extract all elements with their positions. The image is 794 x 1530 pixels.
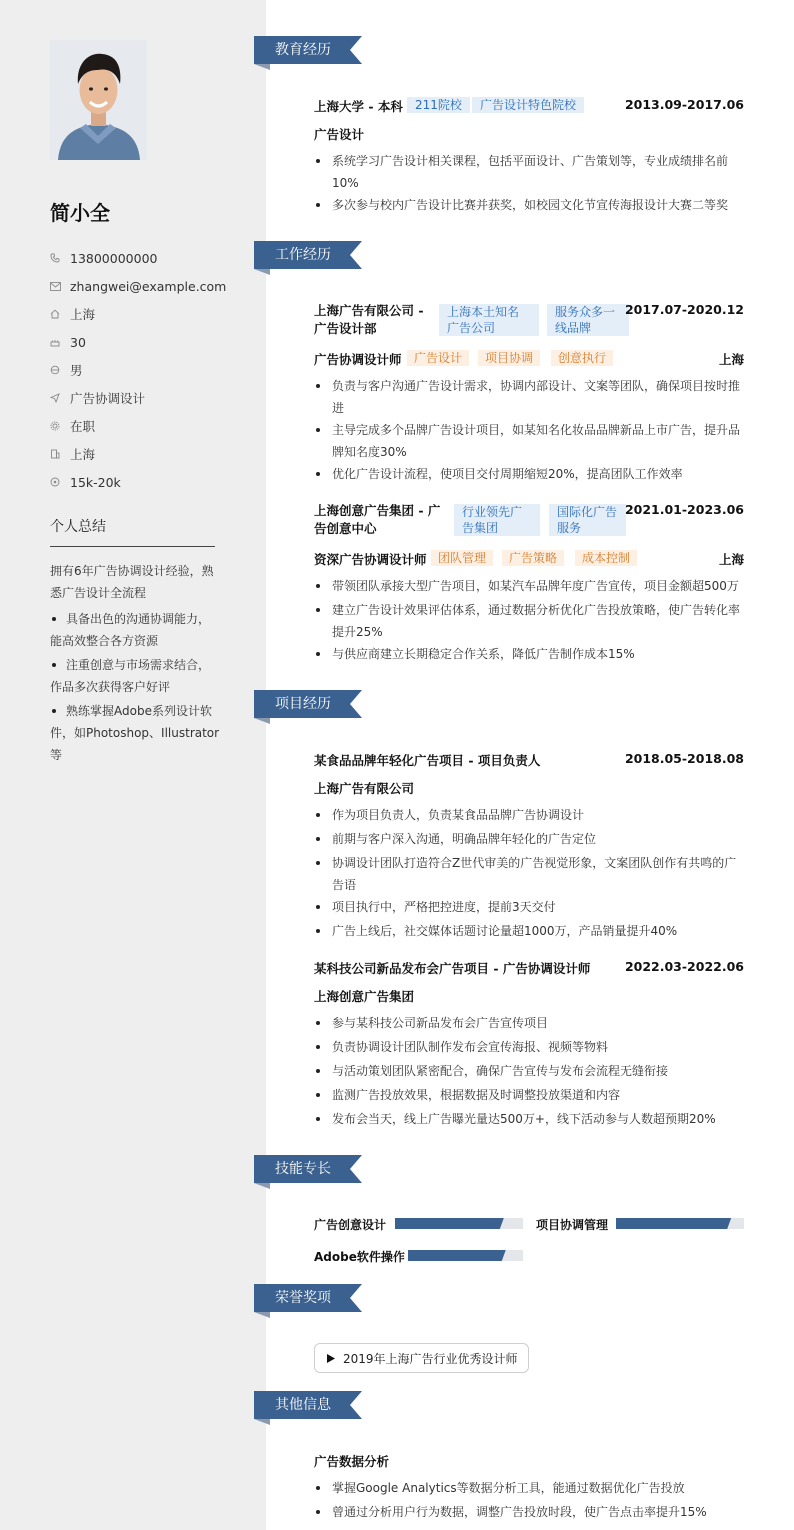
section-title: 教育经历 bbox=[275, 42, 331, 58]
building-icon bbox=[50, 449, 70, 459]
skill-name: 项目协调管理 bbox=[536, 1218, 609, 1232]
section-header-skills bbox=[254, 1155, 362, 1195]
skill-bar bbox=[408, 1250, 523, 1261]
contact-info-list bbox=[50, 244, 226, 496]
info-salary bbox=[50, 468, 226, 496]
education-point: 多次参与校内广告设计比赛并获奖，如校园文化节宣传海报设计大赛二等奖 bbox=[314, 194, 744, 216]
gender-text: 男 bbox=[70, 363, 83, 378]
section-title: 技能专长 bbox=[275, 1161, 331, 1177]
education-tag: 211院校 bbox=[407, 97, 470, 113]
other-point: 掌握Google Analytics等数据分析工具，能通过数据优化广告投放 bbox=[314, 1477, 744, 1499]
section-header-education bbox=[254, 36, 362, 76]
work-entry-1-header bbox=[314, 302, 744, 338]
work-entry-2-header bbox=[314, 502, 744, 538]
section-title: 项目经历 bbox=[275, 696, 331, 712]
work-point: 负责与客户沟通广告设计需求，协调内部设计、文案等团队，确保项目按时推进 bbox=[314, 375, 744, 419]
city-text: 上海 bbox=[70, 307, 96, 322]
gender-icon bbox=[50, 365, 70, 375]
project-point: 监测广告投放效果，根据数据及时调整投放渠道和内容 bbox=[314, 1084, 744, 1106]
work-dates: 2021.01-2023.06 bbox=[624, 502, 744, 517]
role-title: 广告协调设计师 bbox=[314, 352, 402, 367]
company-tag bbox=[454, 504, 540, 536]
education-major: 广告设计 bbox=[314, 127, 365, 142]
cake-icon bbox=[50, 337, 70, 347]
other-point: 曾通过分析用户行为数据，调整广告投放时段，使广告点击率提升15% bbox=[314, 1501, 744, 1523]
company-line: 广告设计部 bbox=[314, 321, 377, 336]
info-target-city bbox=[50, 440, 226, 468]
work-point: 优化广告设计流程，使项目交付周期缩短20%，提高团队工作效率 bbox=[314, 463, 744, 485]
position-text: 广告协调设计 bbox=[70, 391, 146, 406]
project-title: 某科技公司新品发布会广告项目 - 广告协调设计师 bbox=[314, 961, 591, 976]
summary-point: 注重创意与市场需求结合，作品多次获得客户好评 bbox=[50, 654, 220, 698]
skill-bar-fill bbox=[395, 1218, 504, 1229]
other-title: 广告数据分析 bbox=[314, 1454, 390, 1469]
skill-tag: 团队管理 bbox=[431, 550, 493, 566]
company-tag bbox=[549, 504, 626, 536]
salary-icon bbox=[50, 477, 70, 487]
work-entry-2-role bbox=[314, 549, 744, 567]
company-line: 告创意中心 bbox=[314, 521, 377, 536]
skill-bar-fill bbox=[408, 1250, 506, 1261]
mail-icon bbox=[50, 282, 70, 291]
summary-intro: 拥有6年广告协调设计经验，熟悉广告设计全流程 bbox=[50, 564, 214, 600]
company-tag-line: 广告公司 bbox=[447, 321, 496, 335]
work-location: 上海 bbox=[718, 552, 744, 567]
work-dates: 2017.07-2020.12 bbox=[624, 302, 744, 317]
project-point: 广告上线后，社交媒体话题讨论量超1000万，产品销量提升40% bbox=[314, 920, 744, 942]
project-point: 与活动策划团队紧密配合，确保广告宣传与发布会流程无缝衔接 bbox=[314, 1060, 744, 1082]
award-text: 2019年上海广告行业优秀设计师 bbox=[343, 1351, 518, 1366]
section-title: 其他信息 bbox=[275, 1397, 331, 1413]
sidebar bbox=[0, 0, 266, 1530]
avatar bbox=[50, 40, 147, 160]
section-title: 荣誉奖项 bbox=[275, 1290, 331, 1306]
skill-tag: 广告策略 bbox=[502, 550, 564, 566]
company-line: 上海创意广告集团 - 广 bbox=[314, 503, 441, 518]
skill-tag: 项目协调 bbox=[478, 350, 540, 366]
education-dates: 2013.09-2017.06 bbox=[624, 97, 744, 112]
info-position bbox=[50, 384, 226, 412]
project-point: 参与某科技公司新品发布会广告宣传项目 bbox=[314, 1012, 744, 1034]
company-tag-line: 服务 bbox=[557, 521, 582, 535]
project-point: 发布会当天，线上广告曝光量达500万+，线下活动参与人数超预期20% bbox=[314, 1108, 744, 1130]
summary-point: 具备出色的沟通协调能力，能高效整合各方资源 bbox=[50, 608, 220, 652]
info-email bbox=[50, 272, 226, 300]
company-tag-line: 告集团 bbox=[462, 521, 499, 535]
section-header-projects bbox=[254, 690, 362, 730]
company-tag-line: 服务众多一 bbox=[555, 305, 616, 319]
skill-tag: 创意执行 bbox=[551, 350, 613, 366]
section-header-work bbox=[254, 241, 362, 281]
project-org: 上海创意广告集团 bbox=[314, 989, 415, 1004]
salary-text: 15k-20k bbox=[70, 474, 121, 490]
project-point: 项目执行中，严格把控进度，提前3天交付 bbox=[314, 896, 744, 918]
section-title: 工作经历 bbox=[275, 247, 331, 263]
age-text: 30 bbox=[70, 334, 86, 350]
education-tag: 广告设计特色院校 bbox=[472, 97, 584, 113]
company-name bbox=[314, 302, 432, 338]
company-tag-line: 国际化广告 bbox=[557, 505, 618, 519]
work-point: 主导完成多个品牌广告设计项目，如某知名化妆品品牌新品上市广告，提升品牌知名度30% bbox=[314, 419, 744, 463]
email-text: zhangwei@example.com bbox=[70, 278, 227, 294]
phone-icon bbox=[50, 253, 70, 263]
company-tag bbox=[439, 304, 539, 336]
work-point: 带领团队承接大型广告项目，如某汽车品牌年度广告宣传，项目金额超500万 bbox=[314, 575, 744, 597]
info-city bbox=[50, 300, 226, 328]
company-tag-line: 上海本土知名 bbox=[447, 305, 520, 319]
section-header-other bbox=[254, 1391, 362, 1431]
candidate-name: 简小全 bbox=[50, 201, 110, 225]
work-location: 上海 bbox=[718, 352, 744, 367]
play-icon bbox=[327, 1354, 335, 1363]
company-line: 上海广告有限公司 - bbox=[314, 303, 424, 318]
project-title: 某食品品牌年轻化广告项目 - 项目负责人 bbox=[314, 753, 541, 768]
project-2-header bbox=[314, 959, 744, 977]
education-point: 系统学习广告设计相关课程，包括平面设计、广告策划等，专业成绩排名前10% bbox=[314, 150, 744, 194]
send-icon bbox=[50, 393, 70, 403]
home-icon bbox=[50, 309, 70, 319]
project-point: 负责协调设计团队制作发布会宣传海报、视频等物料 bbox=[314, 1036, 744, 1058]
work-point: 建立广告设计效果评估体系，通过数据分析优化广告投放策略，使广告转化率提升25% bbox=[314, 599, 744, 643]
phone-text: 13800000000 bbox=[70, 250, 158, 266]
project-dates: 2018.05-2018.08 bbox=[624, 751, 744, 766]
project-1-header bbox=[314, 751, 744, 769]
role-title: 资深广告协调设计师 bbox=[314, 552, 427, 567]
summary-heading: 个人总结 bbox=[50, 516, 215, 547]
work-point: 与供应商建立长期稳定合作关系，降低广告制作成本15% bbox=[314, 643, 744, 665]
company-tag-line: 行业领先广 bbox=[462, 505, 523, 519]
education-header bbox=[314, 96, 744, 114]
target-city-text: 上海 bbox=[70, 447, 96, 462]
company-name bbox=[314, 502, 446, 538]
project-dates: 2022.03-2022.06 bbox=[624, 959, 744, 974]
project-point: 协调设计团队打造符合Z世代审美的广告视觉形象，文案团队创作有共鸣的广告语 bbox=[314, 852, 744, 896]
info-phone bbox=[50, 244, 226, 272]
skill-name: Adobe软件操作 bbox=[314, 1250, 405, 1264]
info-gender bbox=[50, 356, 226, 384]
info-age bbox=[50, 328, 226, 356]
skill-bar-fill bbox=[616, 1218, 731, 1229]
skill-tag: 广告设计 bbox=[407, 350, 469, 366]
company-tag bbox=[547, 304, 629, 336]
project-point: 前期与客户深入沟通，明确品牌年轻化的广告定位 bbox=[314, 828, 744, 850]
project-point: 作为项目负责人，负责某食品品牌广告协调设计 bbox=[314, 804, 744, 826]
status-icon bbox=[50, 421, 70, 431]
info-status bbox=[50, 412, 226, 440]
work-entry-1-role bbox=[314, 349, 744, 367]
company-tag-line: 线品牌 bbox=[555, 321, 592, 335]
project-org: 上海广告有限公司 bbox=[314, 781, 415, 796]
skill-name: 广告创意设计 bbox=[314, 1218, 387, 1232]
summary-points bbox=[50, 608, 220, 768]
school-name: 上海大学 - 本科 bbox=[314, 99, 403, 114]
skill-bar bbox=[395, 1218, 523, 1229]
section-header-awards bbox=[254, 1284, 362, 1324]
summary-point: 熟练掌握Adobe系列设计软件，如Photoshop、Illustrator等 bbox=[50, 700, 220, 766]
status-text: 在职 bbox=[70, 419, 96, 434]
award-item[interactable] bbox=[314, 1343, 529, 1373]
skill-bar bbox=[616, 1218, 744, 1229]
skill-tag: 成本控制 bbox=[575, 550, 637, 566]
